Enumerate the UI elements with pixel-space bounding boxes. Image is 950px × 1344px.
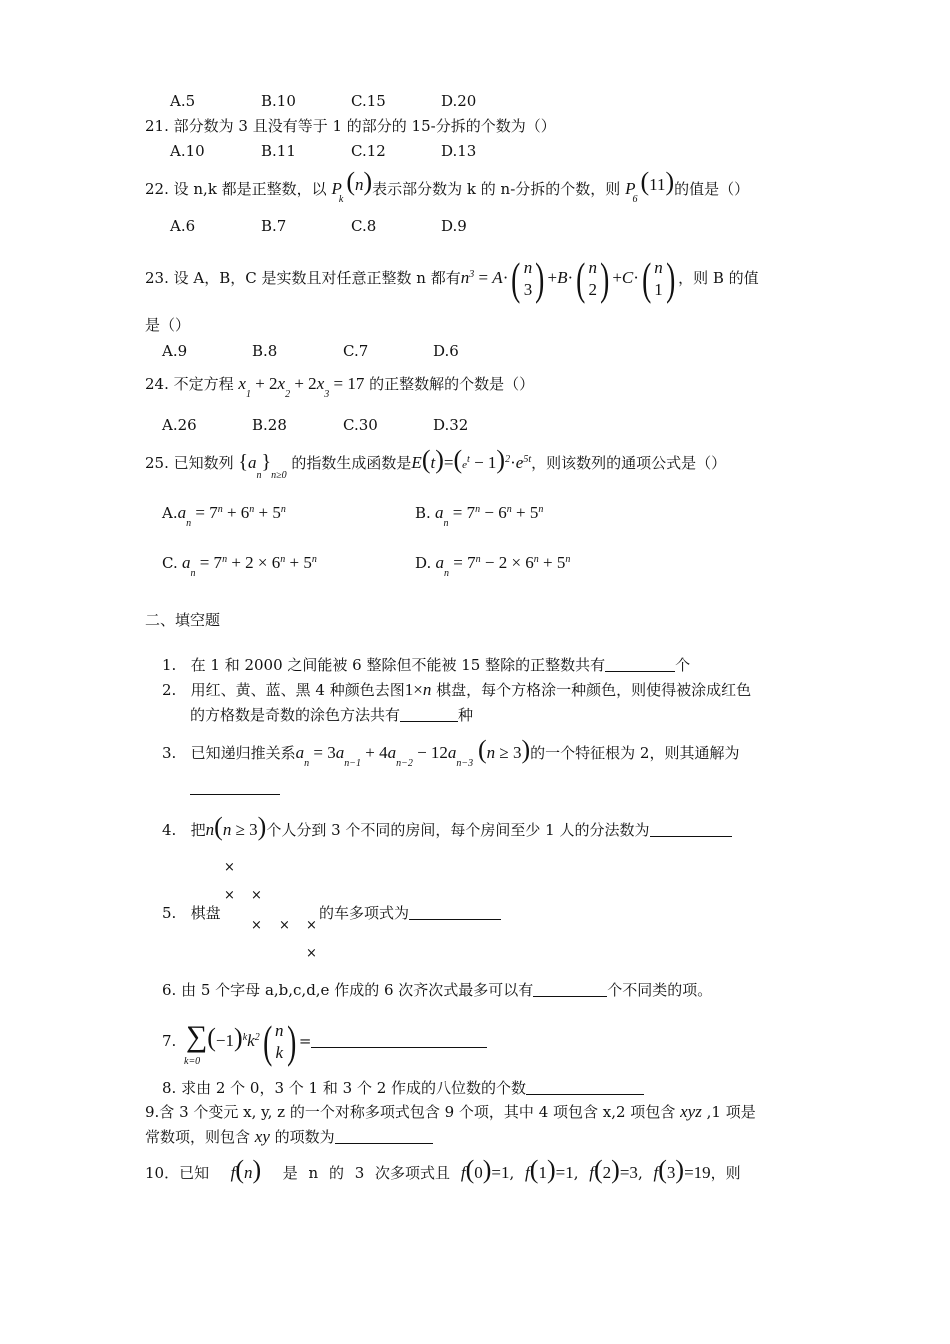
q25-sequence: $\{a_n\}_{n\ge 0}$ — [238, 451, 287, 481]
section-heading: 二、填空题 — [145, 611, 221, 629]
fill-7: 7. $\sum(-1)^kk^2$( n k ) = — [162, 1010, 487, 1068]
q21-option-a: A.10 — [170, 142, 205, 160]
q24-option-b: B.28 — [252, 416, 287, 434]
q25-egf: $E(t)=(e^t - 1)^2\cdot e^{5t}$ — [411, 445, 532, 474]
q20-option-c: C.15 — [351, 92, 386, 110]
q23-option-b: B.8 — [252, 342, 278, 360]
q24-pre: 24. 不定方程 — [145, 375, 234, 393]
fill-2-cont: 的方格数是奇数的涂色方法共有 种 — [190, 706, 474, 724]
q25-option-d: D. $a_n = 7^n - 2 \times 6^n + 5^n$ — [415, 553, 571, 579]
sum-formula: $\sum(-1)^kk^2$( n k ) — [185, 1016, 296, 1067]
q25-option-c: C. $a_n = 7^n + 2 \times 6^n + 5^n$ — [162, 553, 317, 579]
board-cell-mark: × — [224, 888, 235, 903]
q25-option-b: B. $a_n = 7^n - 6^n + 5^n$ — [415, 503, 544, 529]
q22-option-a: A.6 — [170, 217, 196, 235]
fill-8: 8. 求由 2 个 0，3 个 1 和 3 个 2 作成的八位数的个数 — [162, 1078, 644, 1098]
q24-equation: $x_1 + 2x_2 + 2x_3 = 17$ — [238, 374, 365, 400]
q22-post: 的值是（） — [674, 180, 750, 198]
board-cell-mark: × — [306, 946, 317, 961]
q22-pk-formula: $P_k(n)$ — [331, 167, 373, 205]
q24-option-d: D.32 — [433, 416, 469, 434]
answer-blank[interactable] — [409, 905, 501, 920]
q23-option-c: C.7 — [343, 342, 369, 360]
q21-option-c: C.12 — [351, 142, 386, 160]
sum-lower-limit: k=0 — [184, 1056, 201, 1067]
q21-text: 21. 部分数为 3 且没有等于 1 的部分的 15-分拆的个数为（） — [145, 117, 556, 135]
fill-9: 9.含 3 个变元 x, y, z 的一个对称多项式包含 9 个项，其中 4 项包含 x,2 项包含 xyz ,1 项是 — [145, 1102, 756, 1121]
q22-option-d: D.9 — [441, 217, 467, 235]
fill-10: 10．已知 f(n) 是 n 的 3 次多项式且 f(0)=1, f(1)=1, f(2)=3, f(3)=19，则 — [145, 1155, 741, 1184]
q22-option-b: B.7 — [261, 217, 287, 235]
answer-blank[interactable] — [650, 822, 732, 837]
answer-blank[interactable] — [400, 707, 458, 722]
q21-option-d: D.13 — [441, 142, 477, 160]
q22-pre: 22. 设 n,k 都是正整数，以 — [145, 180, 327, 198]
q23-option-a: A.9 — [162, 342, 188, 360]
answer-blank[interactable] — [190, 780, 280, 795]
recurrence-formula: $a_n = 3a_{n-1} + 4a_{n-2} - 12a_{n-3}$ (n ≥ 3) — [295, 735, 531, 769]
q24-post: 的正整数解的个数是（） — [369, 375, 535, 393]
q22-p6-formula: $P_6(11)$ — [625, 167, 675, 205]
q23-option-d: D.6 — [433, 342, 459, 360]
fill-3: 3. 已知递归推关系$a_n = 3a_{n-1} + 4a_{n-2} - 12a_{n-3}$ (n ≥ 3)的一个特征根为 2，则其通解为 — [162, 735, 740, 769]
q25-mid: 的指数生成函数是 — [291, 454, 412, 472]
q21-option-b: B.11 — [261, 142, 296, 160]
fill-2: 2. 用红、黄、蓝、黑 4 种颜色去图1×n 棋盘，每个方格涂一种颜色，则使得被涂成红色 — [162, 680, 752, 699]
q25-line — [145, 445, 727, 481]
fill-9-cont: 常数项，则包含 xy 的项数为 — [145, 1127, 433, 1147]
fill-4: 4. 把n(n ≥ 3)个人分到 3 个不同的房间，每个房间至少 1 人的分法数为 — [162, 817, 732, 840]
q24-line — [145, 374, 535, 400]
board-cell-mark: × — [306, 918, 317, 933]
fill-5-tail: 的车多项式为 — [319, 903, 501, 923]
q23-line — [145, 247, 759, 306]
fill-1: 1. 在 1 和 2000 之间能被 6 整除但不能被 15 整除的正整数共有 个 — [162, 656, 691, 674]
q23-cont: 是（） — [145, 316, 191, 334]
answer-blank[interactable] — [533, 982, 607, 997]
board-cell-mark: × — [224, 860, 235, 875]
q20-option-b: B.10 — [261, 92, 296, 110]
q22-line — [145, 167, 750, 205]
q20-option-d: D.20 — [441, 92, 477, 110]
q22-option-c: C.8 — [351, 217, 377, 235]
fill-6: 6. 由 5 个字母 a,b,c,d,e 作成的 6 次齐次式最多可以有 个不同类的项。 — [162, 981, 713, 999]
q22-mid: 表示部分数为 k 的 n-分拆的个数，则 — [372, 180, 621, 198]
q20-option-a: A.5 — [170, 92, 196, 110]
q23-formula: $n^3 = A\cdot$( n 3 ) +B·( n 2 ) +C·( n 1 ) — [460, 253, 676, 304]
q24-option-a: A.26 — [162, 416, 197, 434]
q25-post: ，则该数列的通项公式是（） — [531, 454, 727, 472]
q23-pre: 23. 设 A，B，C 是实数且对任意正整数 n 都有 — [145, 269, 461, 287]
q23-post: ，则 B 的值 — [678, 269, 759, 287]
answer-blank[interactable] — [335, 1129, 433, 1144]
board-cell-mark: × — [251, 918, 262, 933]
q25-option-a: $A.a_n = 7^n + 6^n + 5^n$ — [162, 503, 286, 529]
board-cell-mark: × — [251, 888, 262, 903]
q24-option-c: C.30 — [343, 416, 378, 434]
fill-5: 5. 棋盘 — [162, 904, 221, 922]
answer-blank[interactable] — [311, 1033, 487, 1048]
board-cell-mark: × — [279, 918, 290, 933]
answer-blank[interactable] — [526, 1080, 644, 1095]
answer-blank[interactable] — [605, 657, 675, 672]
q25-pre: 25. 已知数列 — [145, 454, 234, 472]
